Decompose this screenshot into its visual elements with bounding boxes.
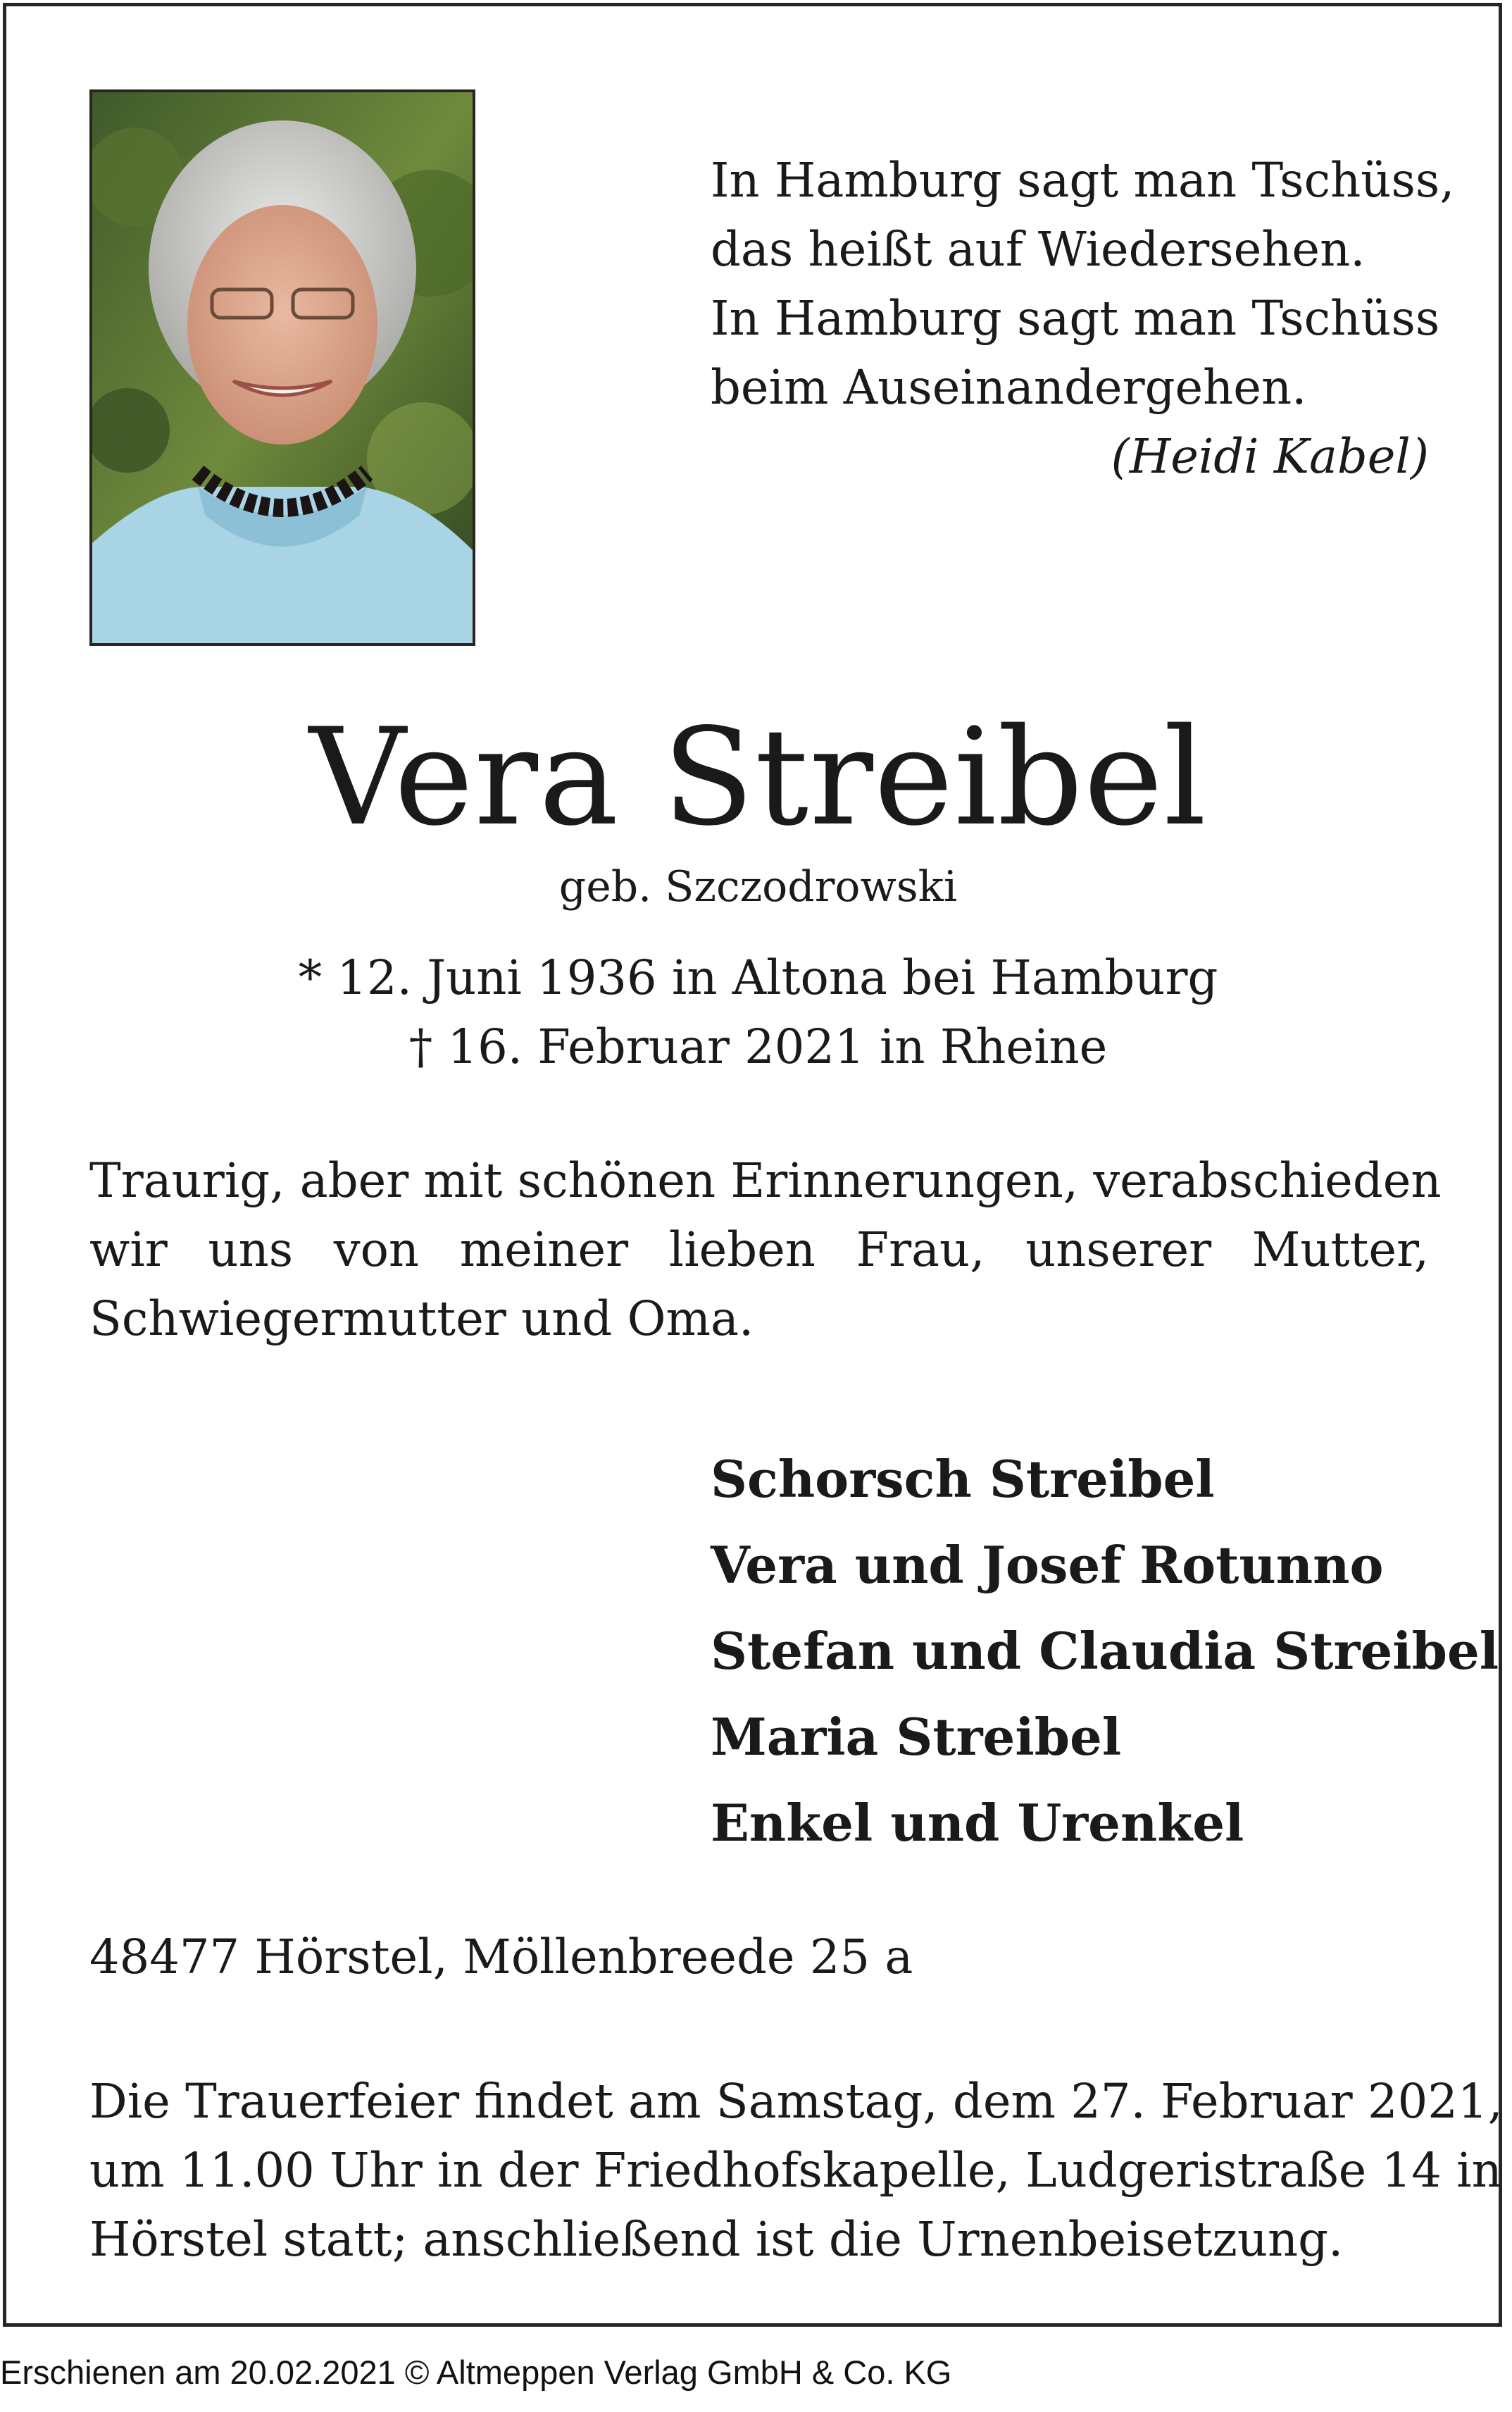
ceremony-info xyxy=(89,2067,1503,2274)
birth-date: * 12. Juni 1936 in Altona bei Hamburg xyxy=(298,950,1218,1005)
family-list xyxy=(711,1436,1499,1866)
death-date: † 16. Februar 2021 in Rheine xyxy=(408,1019,1108,1074)
family-member: Schorsch Streibel xyxy=(711,1449,1215,1509)
family-member: Maria Streibel xyxy=(711,1707,1122,1767)
family-member: Stefan und Claudia Streibel xyxy=(711,1621,1499,1681)
publication-footer: Erschienen am 20.02.2021 © Altmeppen Verlag GmbH & Co. KG xyxy=(0,2354,952,2391)
family-member: Enkel und Urenkel xyxy=(711,1793,1244,1853)
message-line: Schwiegermutter und Oma. xyxy=(89,1291,754,1346)
quote-author: (Heidi Kabel) xyxy=(1111,429,1429,484)
quote-line: das heißt auf Wiedersehen. xyxy=(711,222,1366,277)
life-dates xyxy=(6,943,1510,1081)
ceremony-line: Die Trauerfeier findet am Samstag, dem 27. Februar 2021, xyxy=(89,2074,1503,2129)
poem-quote xyxy=(711,146,1455,491)
birth-name: geb. Szczodrowski xyxy=(558,862,958,912)
deceased-name: Vera Streibel xyxy=(308,700,1208,855)
family-member: Vera und Josef Rotunno xyxy=(711,1535,1384,1595)
quote-line: In Hamburg sagt man Tschüss, xyxy=(711,153,1455,208)
ceremony-line: um 11.00 Uhr in der Friedhofskapelle, Ludgeristraße 14 in xyxy=(89,2143,1502,2198)
address: 48477 Hörstel, Möllenbreede 25 a xyxy=(89,1929,913,1984)
message-line: wir uns von meiner lieben Frau, unserer Mutter, xyxy=(89,1222,1429,1277)
obituary-frame xyxy=(3,3,1502,2327)
portrait-photo xyxy=(89,89,475,646)
quote-line: beim Auseinandergehen. xyxy=(711,360,1307,415)
farewell-message xyxy=(89,1146,1442,1353)
portrait-image xyxy=(92,92,473,643)
ceremony-line: Hörstel statt; anschließend ist die Urnenbeisetzung. xyxy=(89,2212,1344,2267)
quote-line: In Hamburg sagt man Tschüss xyxy=(711,291,1440,346)
message-line: Traurig, aber mit schönen Erinnerungen, verabschieden xyxy=(89,1153,1442,1208)
